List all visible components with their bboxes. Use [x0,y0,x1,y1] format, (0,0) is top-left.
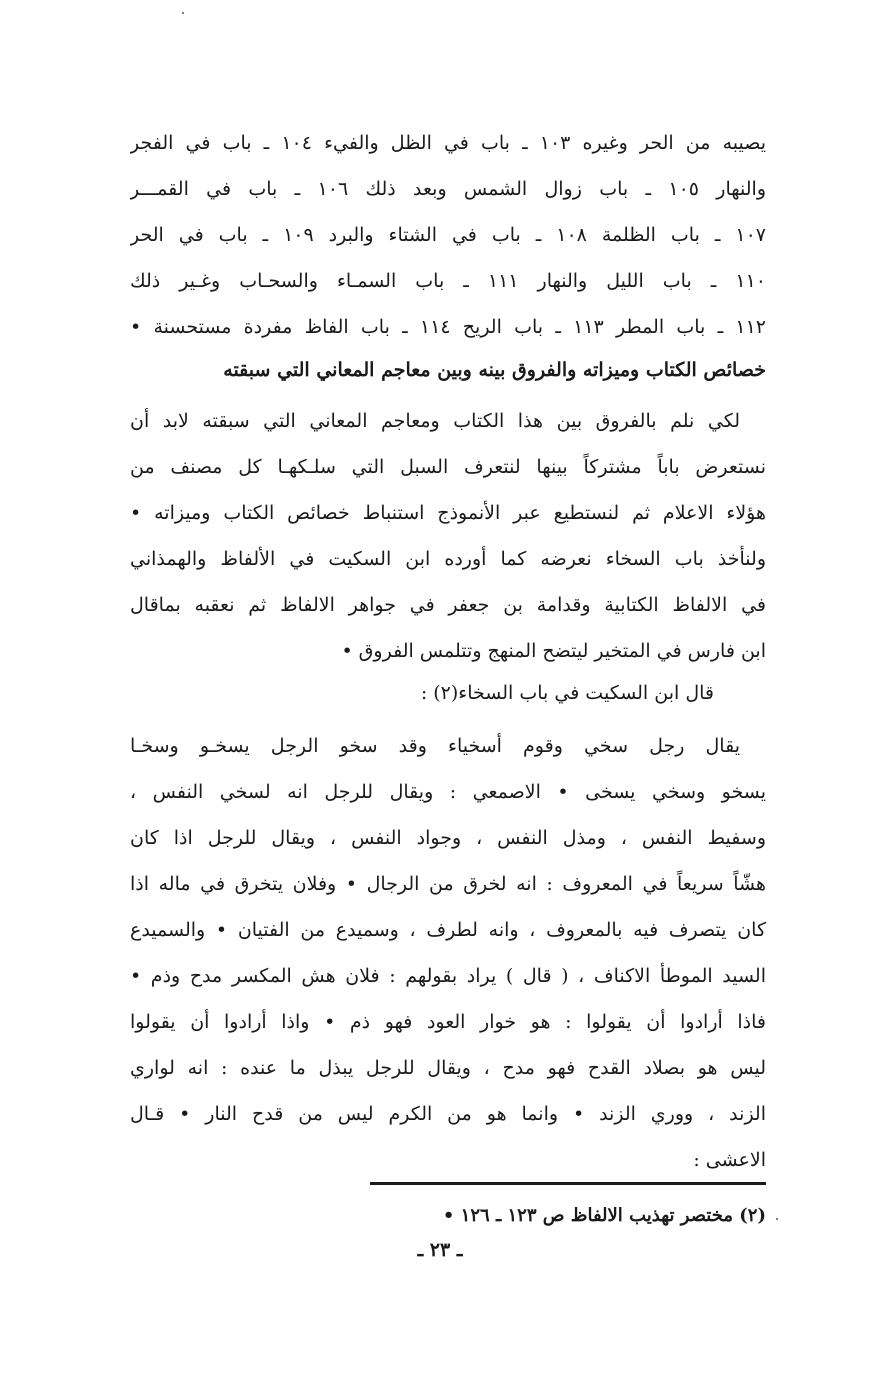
text-line: ابن فارس في المتخير ليتضح المنهج وتتلمس الفروق • [341,640,766,662]
print-speck [776,1218,778,1220]
text-line: يصيبه من الحر وغيره ١٠٣ ـ باب في الظل والفيء ١٠٤ ـ باب في الفجر [130,132,766,154]
text-line: يقال رجل سخي وقوم أسخياء وقد سخو الرجل يسخـو وسخـا [130,735,740,757]
body-paragraph [130,398,766,674]
text-line: فاذا أرادوا أن يقولوا : هو خوار العود فهو ذم • واذا أرادوا أن يقولوا [130,1011,766,1033]
text-line: ولنأخذ باب السخاء نعرضه كما أورده ابن السكيت في الألفاظ والهمذاني [130,548,766,570]
text-line: ١١٢ ـ باب المطر ١١٣ ـ باب الريح ١١٤ ـ باب الفاظ مفردة مستحسنة • [130,316,766,338]
text-line: ١٠٧ ـ باب الظلمة ١٠٨ ـ باب في الشتاء والبرد ١٠٩ ـ باب في الحر [130,224,766,246]
text-line: وسفيط النفس ، ومذل النفس ، وجواد النفس ، ويقال للرجل اذا كان [130,827,766,849]
text-line: الاعشى : [693,1149,766,1171]
chapter-list-continuation [130,120,766,350]
text-line: ١١٠ ـ باب الليل والنهار ١١١ ـ باب السمـاء والسحـاب وغـير ذلك [130,270,766,292]
text-line: لكي نلم بالفروق بين هذا الكتاب ومعاجم المعاني التي سبقته لابد أن [130,410,740,432]
page-number: ـ ٢٣ ـ [417,1239,463,1261]
print-speck [182,12,184,14]
quote-introduction: قال ابن السكيت في باب السخاء(٢) : [420,682,714,704]
text-line: في الالفاظ الكتابية وقدامة بن جعفر في جواهر الالفاظ ثم نعقبه بماقال [130,594,766,616]
footnote-divider [370,1182,766,1185]
text-line: هؤلاء الاعلام ثم لنستطيع عبر الأنموذج استنباط خصائص الكتاب وميزاته • [130,502,766,524]
text-line: والنهار ١٠٥ ـ باب زوال الشمس وبعد ذلك ١٠٦ ـ باب في القمـــر [130,178,766,200]
text-line: يسخو وسخي يسخى • الاصمعي : ويقال للرجل انه لسخي النفس ، [130,781,766,803]
section-heading: خصائص الكتاب وميزاته والفروق بينه وبين معاجم المعاني التي سبقته [223,359,766,381]
text-line: نستعرض باباً مشتركاً بينها لنتعرف السبل التي سلـكهـا كل مصنف من [130,456,766,478]
text-line: الزند ، ووري الزند • وانما هو من الكرم ليس من قدح النار • قـال [130,1103,766,1125]
text-line: ليس هو بصلاد القدح فهو مدح ، ويقال للرجل يبذل ما عنده : انه لواري [130,1057,766,1079]
text-line: هشّاً سريعاً في المعروف : انه لخرق من الرجال • وفلان يتخرق في ماله اذا [130,873,766,895]
text-line: كان يتصرف فيه بالمعروف ، وانه لطرف ، وسميدع من الفتيان • والسميدع [130,919,766,941]
text-line: السيد الموطأ الاكناف ، ( قال ) يراد بقولهم : فلان هش المكسر مدح وذم • [130,965,766,987]
footnote: (٢) مختصر تهذيب الالفاظ ص ١٢٣ ـ ١٢٦ • [442,1205,766,1226]
quoted-paragraph [130,723,766,1183]
